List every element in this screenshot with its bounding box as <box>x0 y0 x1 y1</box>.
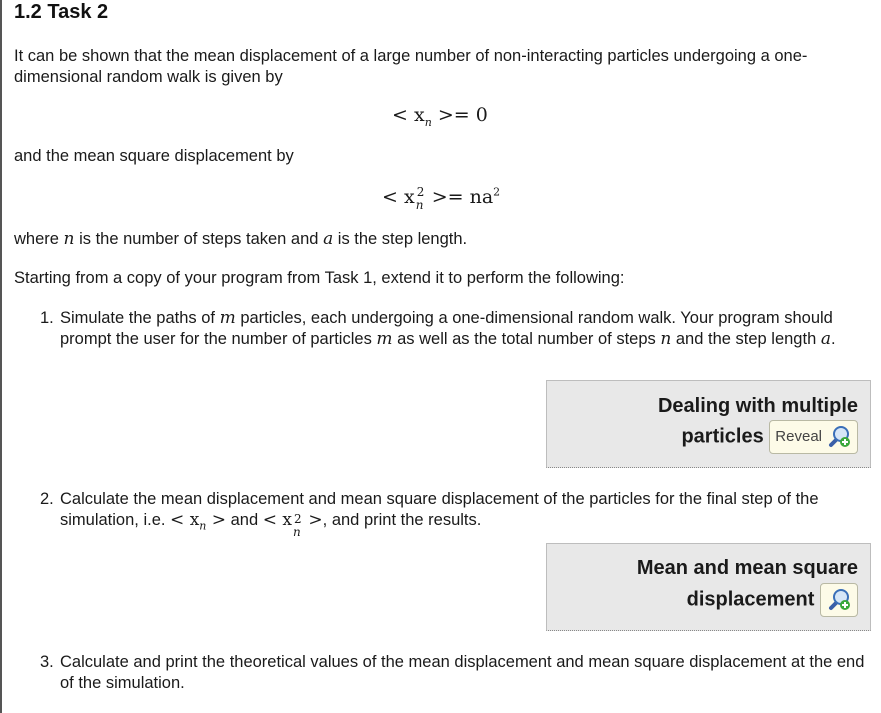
item-text <box>60 308 870 350</box>
reveal-title-line1: Mean and mean square <box>636 557 858 579</box>
where-c: is the step length. <box>333 230 468 248</box>
reveal-icon-button[interactable] <box>820 583 858 617</box>
eq1-lhs: < x <box>392 104 425 126</box>
item-number: 2. <box>40 490 54 508</box>
list-item-3 <box>40 652 870 696</box>
page-title: 1.2 Task 2 <box>14 1 109 23</box>
mid-paragraph: and the mean square displacement by <box>14 147 294 165</box>
item2-text-part: , and print the results. <box>322 511 482 529</box>
math-sub: n <box>199 519 207 533</box>
reveal-title-line1: Dealing with multiple <box>657 395 858 417</box>
item1-text-part: particles, each undergoing a one-dimensional random walk. Your program should prompt the user for the number of particles <box>60 309 833 348</box>
item-number: 3. <box>40 653 54 671</box>
reveal-title-text: displacement <box>686 588 815 611</box>
math-sup: 2 <box>294 511 302 526</box>
reveal-button[interactable] <box>769 420 858 454</box>
magnifier-plus-icon <box>826 424 852 450</box>
math-part: > <box>303 510 323 530</box>
reveal-title-line2 <box>687 583 858 617</box>
math-part: > <box>206 510 227 530</box>
reveal-title-text: particles <box>681 425 764 448</box>
starting-paragraph: Starting from a copy of your program from Task 1, extend it to perform the following: <box>14 269 625 287</box>
var-a: a <box>820 329 831 349</box>
item-text: Calculate and print the theoretical values of the mean displacement and mean square displacement at the end of the simulation. <box>60 653 865 692</box>
var-n: n <box>63 229 75 249</box>
eq2-sub: n <box>415 198 424 212</box>
inline-math-mean <box>170 510 227 533</box>
eq1-sub: n <box>424 115 432 129</box>
item1-text-part: Simulate the paths of <box>60 309 220 327</box>
math-part: < x <box>170 510 200 530</box>
math-sub: n <box>293 524 301 539</box>
eq2-sup: 2 <box>416 185 425 199</box>
reveal-button-label: Reveal <box>775 428 822 445</box>
eq2-rhs: >= na <box>425 186 494 208</box>
equation-mean-square <box>382 185 501 212</box>
item1-text-part: as well as the total number of steps <box>392 330 661 348</box>
item1-text-part: . <box>830 330 836 348</box>
eq1-rhs: >= 0 <box>431 104 488 126</box>
reveal-panel-mean-square[interactable] <box>546 543 871 631</box>
var-m: m <box>376 329 393 349</box>
var-m: m <box>219 308 236 328</box>
list-item-2 <box>40 489 870 539</box>
item1-text-part: and the step length <box>671 330 821 348</box>
math-part: < x <box>262 510 292 530</box>
item2-text-part: and <box>226 511 263 529</box>
where-b: is the number of steps taken and <box>74 230 324 248</box>
item-number: 1. <box>40 309 54 327</box>
magnifier-plus-icon <box>826 587 852 613</box>
where-paragraph <box>14 229 864 250</box>
item2-text-part: Calculate the mean displacement and mean square displacement of the particles for the final step of the simulation, i.e. <box>60 490 819 529</box>
list-item-1 <box>40 308 870 374</box>
where-a: where <box>14 230 64 248</box>
item-text <box>60 489 870 539</box>
reveal-title-line2 <box>681 420 858 454</box>
intro-paragraph: It can be shown that the mean displacement of a large number of non-interacting particles undergoing a one-dimensional random walk is given by <box>14 47 808 86</box>
eq2-lhs: < x <box>382 186 415 208</box>
equation-mean <box>392 104 488 129</box>
reveal-panel-multiple-particles[interactable] <box>546 380 871 468</box>
inline-math-mean-square <box>262 510 323 539</box>
var-a: a <box>323 229 334 249</box>
var-n: n <box>660 329 672 349</box>
eq2-rhs-sup: 2 <box>493 185 501 199</box>
